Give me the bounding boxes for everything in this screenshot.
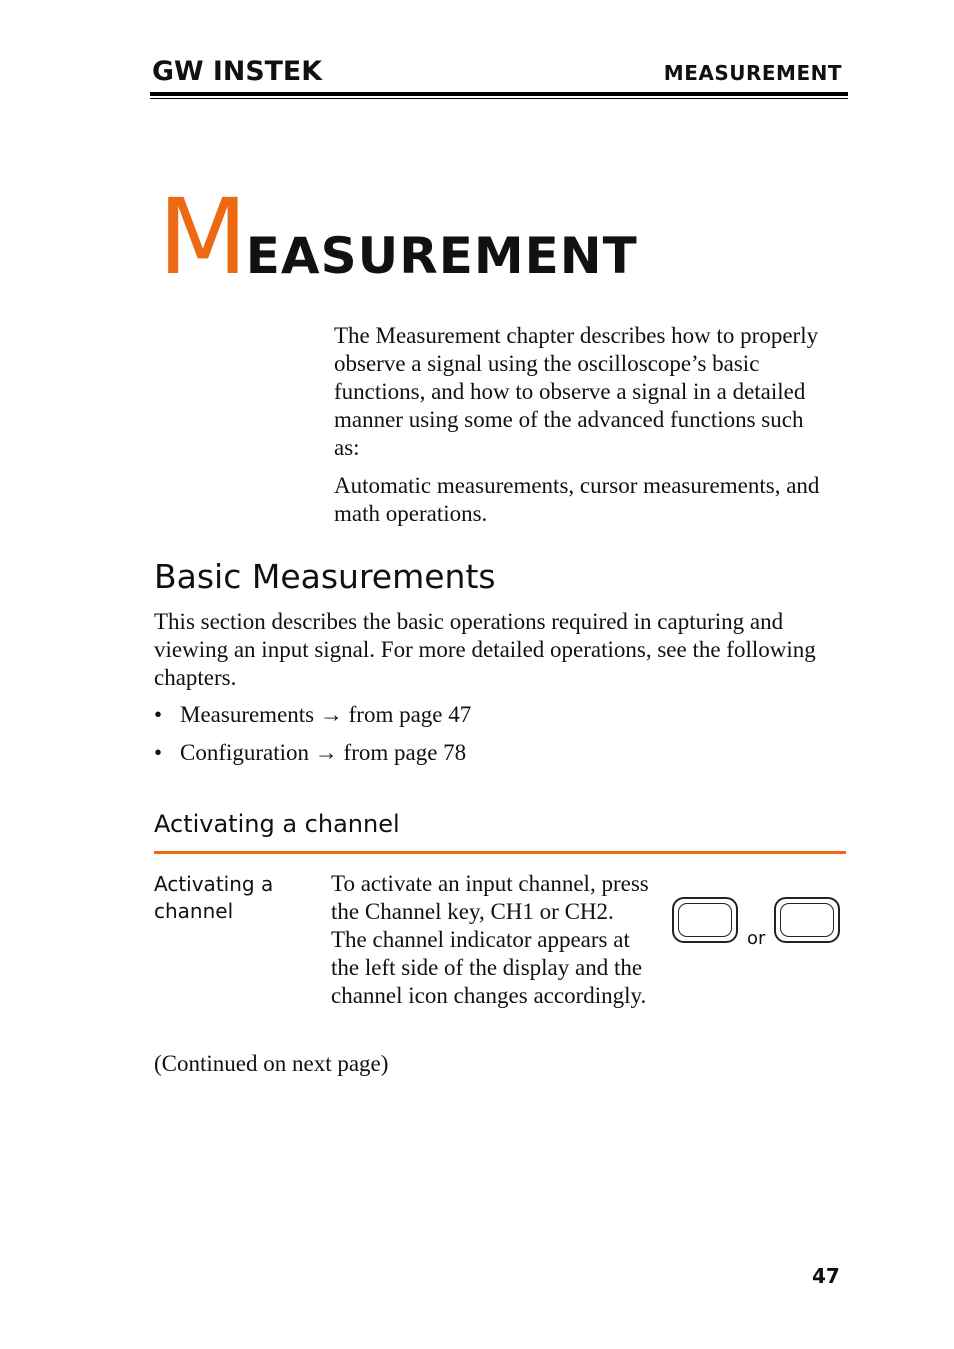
step-description: To activate an input channel, press the Channel key, CH1 or CH2. The channel indicator appears at the left side of the display and the channel icon changes accordingly. xyxy=(331,871,649,1008)
subsection-heading: Activating a channel xyxy=(154,810,400,838)
step-label: Activating a channel xyxy=(154,872,274,923)
list-item-label: Configuration → from page 78 xyxy=(180,740,467,765)
list-item-label: Measurements → from page 47 xyxy=(180,702,472,727)
bullet-icon: • xyxy=(154,740,163,765)
page-number: 47 xyxy=(812,1264,840,1288)
list-item xyxy=(154,701,471,729)
gw-instek-logo xyxy=(152,55,324,83)
section-description: This section describes the basic operations required in capturing and viewing an input signal. For more detailed operations, see the following chapters. xyxy=(154,609,816,690)
header-rule xyxy=(150,92,848,96)
intro-paragraph: Automatic measurements, cursor measurements, and math operations. xyxy=(334,473,820,526)
chapter-intro xyxy=(334,322,834,538)
logo-text: GW INSTEK xyxy=(152,56,324,83)
chapter-title-initial: M xyxy=(158,176,246,298)
section-heading: Basic Measurements xyxy=(154,557,496,596)
continued-note: (Continued on next page) xyxy=(154,1051,389,1076)
list-item xyxy=(154,739,466,767)
ch1-key-icon xyxy=(672,897,738,943)
or-label: or xyxy=(747,928,766,949)
bullet-icon: • xyxy=(154,702,163,727)
subsection-rule xyxy=(154,851,846,854)
intro-paragraph: The Measurement chapter describes how to properly observe a signal using the oscilloscope’s basic functions, and how to observe a signal in a detailed manner using some of the advanced functions such as: xyxy=(334,323,819,460)
header-rule-thin xyxy=(150,98,848,99)
chapter-title xyxy=(158,176,638,298)
ch2-key-icon xyxy=(774,897,840,943)
chapter-title-rest: EASUREMENT xyxy=(245,227,638,285)
running-head: MEASUREMENT xyxy=(663,61,842,85)
